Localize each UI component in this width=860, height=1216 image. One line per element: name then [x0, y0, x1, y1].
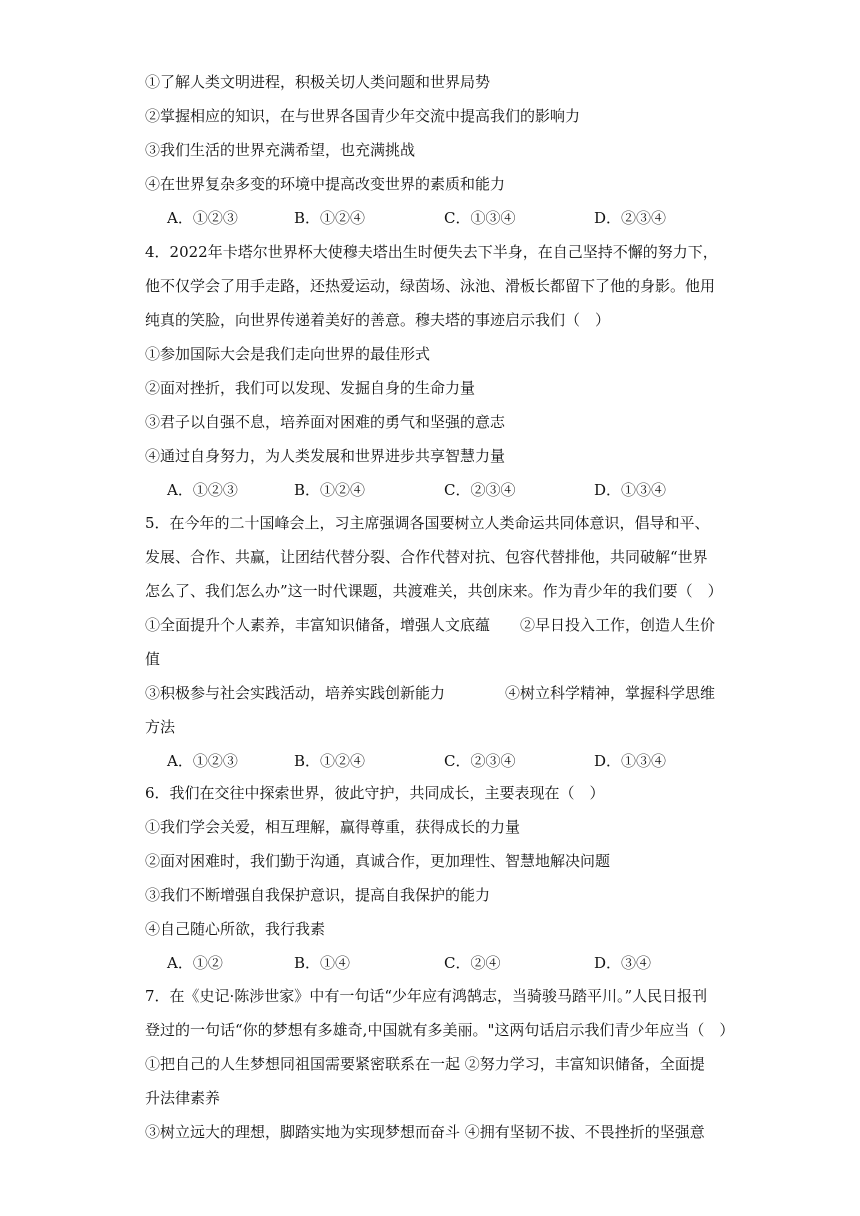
q7-stem-line-1: 7．在《史记·陈涉世家》中有一句话“少年应有鸿鹄志，当骑骏马踏平川。”人民日报刊 [145, 987, 708, 1005]
prev-item-1: ①了解人类文明进程，积极关切人类问题和世界局势 [145, 73, 491, 91]
q6-item-3: ③我们不断增强自我保护意识，提高自我保护的能力 [145, 886, 491, 904]
prev-option-a: A．①②③ [167, 209, 238, 227]
q5-item-line-3: ③积极参与社会实践活动，培养实践创新能力 ④树立科学精神，掌握科学思维 [145, 684, 716, 702]
q5-option-a: A．①②③ [167, 752, 238, 770]
q5-item-line-1: ①全面提升个人素养，丰富知识储备，增强人文底蕴 ②早日投入工作，创造人生价 [145, 616, 716, 634]
prev-option-d: D．②③④ [594, 209, 667, 227]
q4-stem-line-3: 纯真的笑脸，向世界传递着美好的善意。穆夫塔的事迹启示我们（ ） [145, 311, 611, 329]
q6-option-d: D．③④ [594, 954, 652, 972]
q4-item-3: ③君子以自强不息，培养面对困难的勇气和坚强的意志 [145, 413, 506, 431]
q5-option-c: C．②③④ [444, 752, 516, 770]
q5-stem-line-2: 发展、合作、共赢，让团结代替分裂、合作代替对抗、包容代替排他，共同破解“世界 [145, 548, 708, 566]
q5-stem-line-3: 怎么了、我们怎么办”这一时代课题，共渡难关，共创床来。作为青少年的我们要（ ） [145, 582, 723, 600]
prev-item-4: ④在世界复杂多变的环境中提高改变世界的素质和能力 [145, 175, 506, 193]
q4-item-4: ④通过自身努力，为人类发展和世界进步共享智慧力量 [145, 447, 506, 465]
prev-option-c: C．①③④ [444, 209, 516, 227]
q4-option-c: C．②③④ [444, 481, 516, 499]
q7-item-line-2: 升法律素养 [145, 1089, 221, 1107]
q4-option-a: A．①②③ [167, 481, 238, 499]
q5-option-b: B．①②④ [294, 752, 366, 770]
prev-option-b: B．①②④ [294, 209, 366, 227]
q4-item-1: ①参加国际大会是我们走向世界的最佳形式 [145, 345, 431, 363]
q5-item-line-2: 值 [145, 650, 161, 668]
q6-item-2: ②面对困难时，我们勤于沟通，真诚合作，更加理性、智慧地解决问题 [145, 852, 611, 870]
q6-item-1: ①我们学会关爱，相互理解，赢得尊重，获得成长的力量 [145, 818, 521, 836]
q4-option-d: D．①③④ [594, 481, 667, 499]
q6-item-4: ④自己随心所欲，我行我素 [145, 920, 326, 938]
q6-option-b: B．①④ [294, 954, 351, 972]
q5-stem-line-1: 5．在今年的二十国峰会上，习主席强调各国要树立人类命运共同体意识，倡导和平、 [145, 514, 710, 532]
q4-option-b: B．①②④ [294, 481, 366, 499]
q7-item-line-3: ③树立远大的理想，脚踏实地为实现梦想而奋斗 ④拥有坚韧不拔、不畏挫折的坚强意 [145, 1123, 705, 1141]
q5-option-d: D．①③④ [594, 752, 667, 770]
q7-item-line-1: ①把自己的人生梦想同祖国需要紧密联系在一起 ②努力学习，丰富知识储备，全面提 [145, 1055, 705, 1073]
prev-item-2: ②掌握相应的知识，在与世界各国青少年交流中提高我们的影响力 [145, 107, 581, 125]
q6-option-a: A．①② [167, 954, 223, 972]
prev-item-3: ③我们生活的世界充满希望，也充满挑战 [145, 141, 416, 159]
q4-stem-line-2: 他不仅学会了用手走路，还热爱运动，绿茵场、泳池、滑板长都留下了他的身影。他用 [145, 277, 716, 295]
q6-option-c: C．②④ [444, 954, 501, 972]
q5-item-line-4: 方法 [145, 718, 176, 736]
q4-item-2: ②面对挫折，我们可以发现、发掘自身的生命力量 [145, 379, 476, 397]
q6-stem-line-1: 6．我们在交往中探索世界，彼此守护，共同成长，主要表现在（ ） [145, 784, 605, 802]
q4-stem-line-1: 4．2022年卡塔尔世界杯大使穆夫塔出生时便失去下半身，在自己坚持不懈的努力下， [145, 243, 718, 261]
q7-stem-line-2: 登过的一句话“你的梦想有多雄奇,中国就有多美丽。"这两句话启示我们青少年应当（ ） [145, 1021, 735, 1039]
